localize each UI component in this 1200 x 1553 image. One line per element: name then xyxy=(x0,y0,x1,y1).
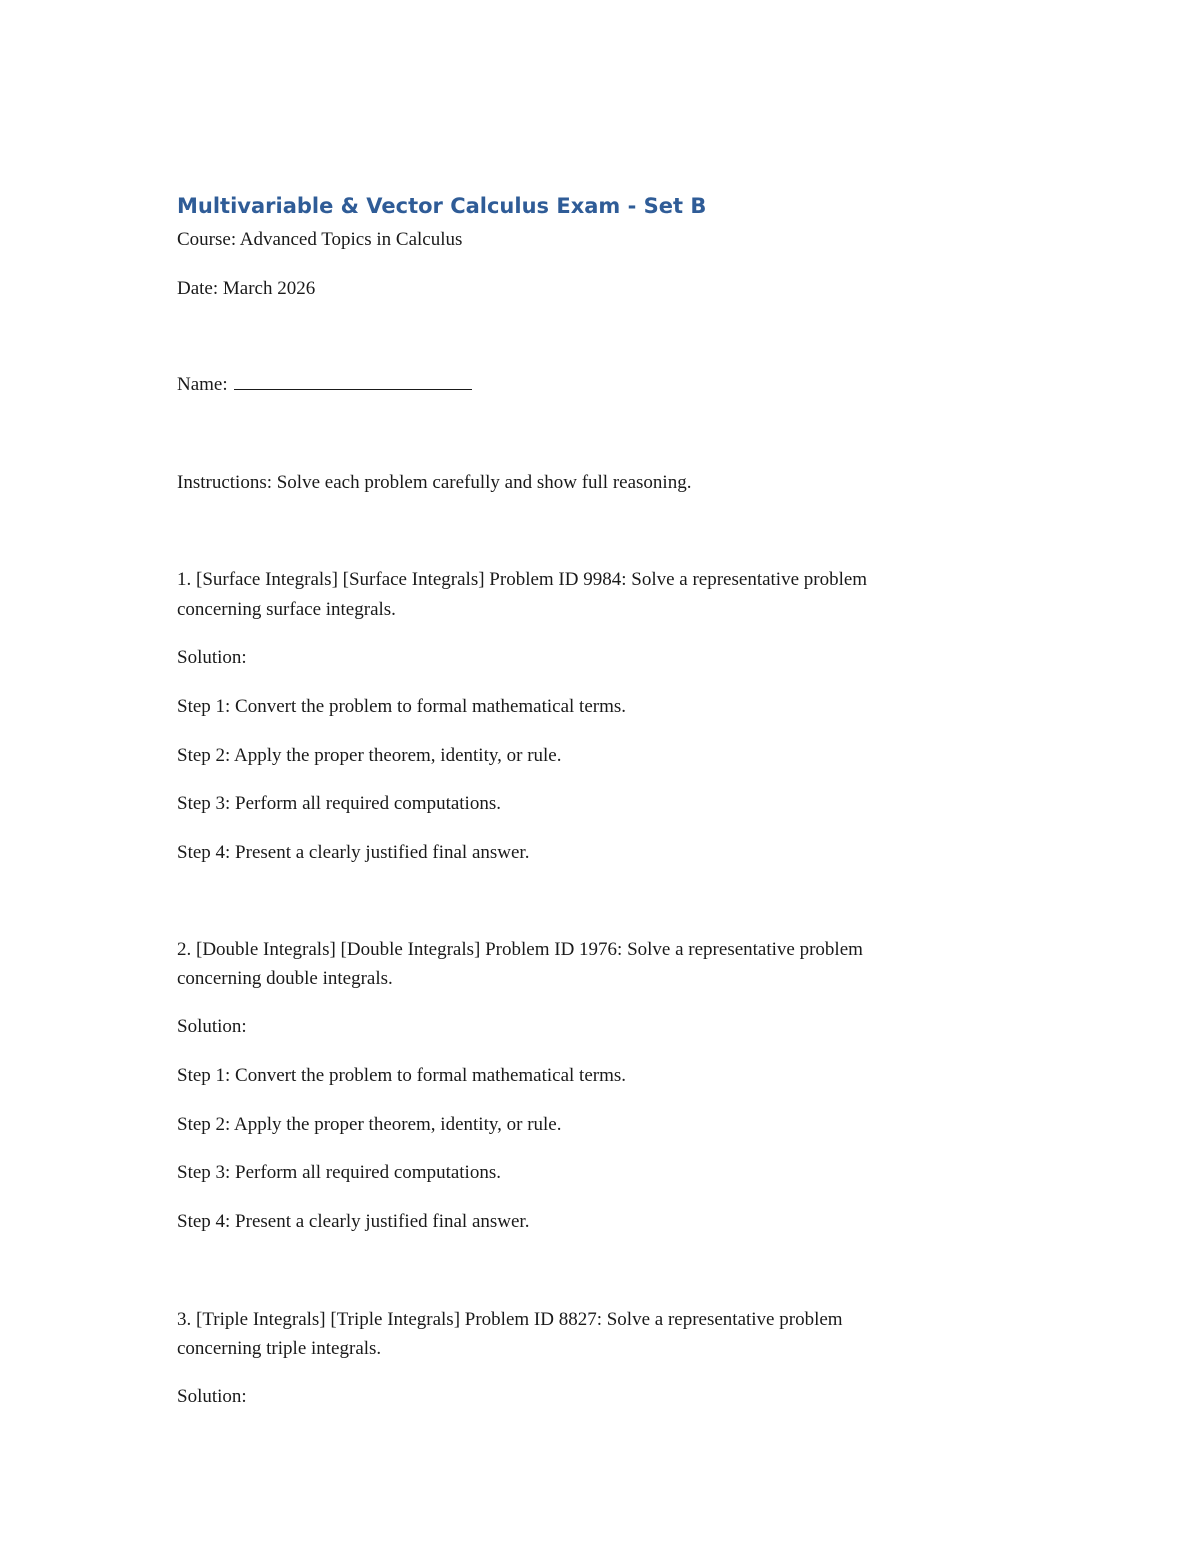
name-label: Name: xyxy=(177,374,228,395)
document-title: Multivariable & Vector Calculus Exam - Set B xyxy=(177,194,707,218)
problem-3-solution-label: Solution: xyxy=(177,1386,247,1407)
problem-2-statement: 2. [Double Integrals] [Double Integrals] Problem ID 1976: Solve a representative problem xyxy=(177,939,863,960)
instructions-line: Instructions: Solve each problem carefully and show full reasoning. xyxy=(177,472,692,493)
name-field xyxy=(177,371,472,399)
problem-1-statement-cont: concerning surface integrals. xyxy=(177,599,396,620)
problem-1-statement: 1. [Surface Integrals] [Surface Integrals] Problem ID 9984: Solve a representative problem xyxy=(177,569,868,590)
problem-1-step-1: Step 1: Convert the problem to formal mathematical terms. xyxy=(177,696,627,717)
date-line: Date: March 2026 xyxy=(177,278,316,299)
name-blank-line xyxy=(234,371,472,390)
problem-1-step-4: Step 4: Present a clearly justified final answer. xyxy=(177,842,530,863)
problem-3-statement: 3. [Triple Integrals] [Triple Integrals] Problem ID 8827: Solve a representative problem xyxy=(177,1309,843,1330)
problem-2-step-1: Step 1: Convert the problem to formal mathematical terms. xyxy=(177,1065,627,1086)
problem-1-step-3: Step 3: Perform all required computations. xyxy=(177,793,501,814)
problem-2-solution-label: Solution: xyxy=(177,1016,247,1037)
problem-2-step-4: Step 4: Present a clearly justified final answer. xyxy=(177,1211,530,1232)
course-line: Course: Advanced Topics in Calculus xyxy=(177,229,463,250)
problem-2-step-3: Step 3: Perform all required computations. xyxy=(177,1162,501,1183)
problem-2-statement-cont: concerning double integrals. xyxy=(177,968,393,989)
problem-2-step-2: Step 2: Apply the proper theorem, identity, or rule. xyxy=(177,1114,562,1135)
problem-1-step-2: Step 2: Apply the proper theorem, identity, or rule. xyxy=(177,745,562,766)
problem-3-statement-cont: concerning triple integrals. xyxy=(177,1338,382,1359)
problem-1-solution-label: Solution: xyxy=(177,647,247,668)
